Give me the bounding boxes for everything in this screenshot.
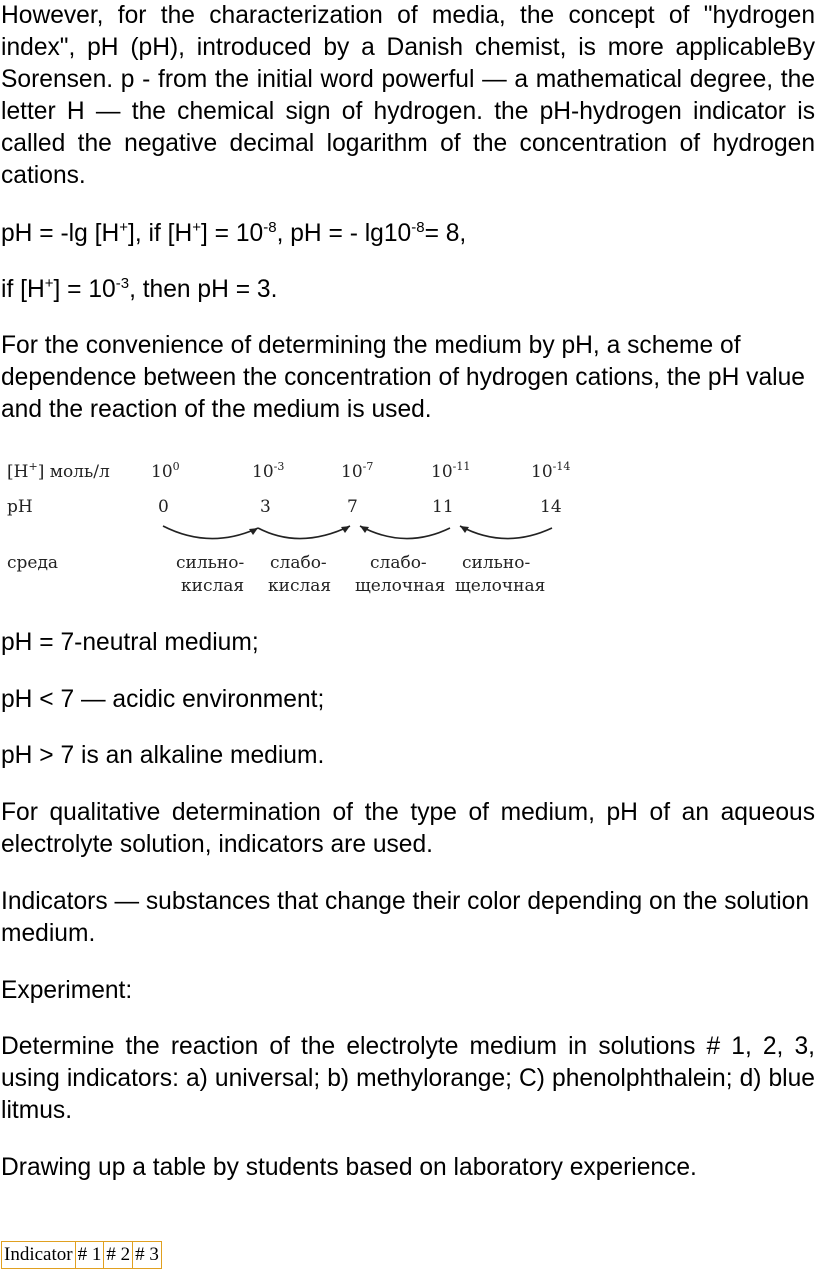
ph-row-label: pH: [7, 497, 33, 517]
table-header-row: [2, 1242, 162, 1269]
medium-label: сильно-: [176, 553, 245, 573]
medium-label: сильно-: [462, 553, 531, 573]
concentration-value: $10^0$: [151, 460, 180, 482]
experiment-heading: Experiment:: [1, 977, 133, 1004]
neutral-medium-line: pH = 7-neutral medium;: [1, 629, 259, 656]
qualitative-determination-paragraph: For qualitative determination of the type of medium, pH of an aqueous electrolyte solution, indicators are used.: [1, 799, 815, 858]
table-header-cell: # 2: [104, 1242, 133, 1269]
formula-ph-example: if $[H^+] = 10^{-3}$, then pH = 3.: [1, 275, 278, 303]
ph-value: 14: [540, 497, 562, 517]
intro-paragraph: However, for the characterization of media, the concept of "hydrogen index", pH (pH), introduced by a Danish chemist, is more applicableBy Sorensen. p - from the initial word powerful — a mathematical degree, the letter H — the chemical sign of hydrogen. the pH-hydrogen indicator is called the negative decimal logarithm of the concentration of hydrogen cations.: [1, 2, 815, 189]
medium-label: кислая: [181, 576, 245, 596]
ph-scheme-figure: [0, 450, 580, 610]
acidic-medium-line: pH < 7 — acidic environment;: [1, 686, 325, 713]
ph-value: 11: [432, 497, 454, 517]
indicators-definition-paragraph: Indicators — substances that change their color depending on the solution medium.: [1, 888, 810, 947]
concentration-value: $10^{-7}$: [341, 460, 374, 482]
indicator-results-table: [1, 1241, 162, 1269]
table-header-cell: # 3: [133, 1242, 162, 1269]
ph-value: 7: [347, 497, 358, 517]
scheme-intro-paragraph: For the convenience of determining the medium by pH, a scheme of dependence between the concentration of hydrogen cations, the pH value and the reaction of the medium is used.: [1, 332, 805, 423]
ph-value: 3: [260, 497, 271, 517]
table-intro-paragraph: Drawing up a table by students based on laboratory experience.: [1, 1154, 697, 1181]
concentration-row-label: [H+] моль/л: [7, 460, 110, 482]
ph-value: 0: [158, 497, 169, 517]
experiment-task-paragraph: Determine the reaction of the electrolyte medium in solutions # 1, 2, 3, using indicators: a) universal; b) methylorange; C) phenolphthalein; d) blue litmus.: [1, 1033, 815, 1124]
alkaline-medium-line: pH > 7 is an alkaline medium.: [1, 742, 325, 769]
concentration-value: $10^{-11}$: [431, 460, 471, 482]
formula-ph-definition: pH = -lg [H+], if $[H^+] = 10^{-8}$, pH = - $\lg 10^{-8}= 8$,: [1, 219, 467, 247]
medium-label: кислая: [268, 576, 332, 596]
medium-label: слабо-: [270, 553, 327, 573]
medium-label: щелочная: [355, 576, 446, 596]
concentration-value: $10^{-14}$: [531, 460, 571, 482]
table-header-cell: # 1: [75, 1242, 104, 1269]
medium-label: щелочная: [455, 576, 546, 596]
medium-row-label: среда: [7, 553, 59, 573]
concentration-value: $10^{-3}$: [252, 460, 285, 482]
medium-label: слабо-: [370, 553, 427, 573]
table-header-cell: Indicator: [2, 1242, 76, 1269]
